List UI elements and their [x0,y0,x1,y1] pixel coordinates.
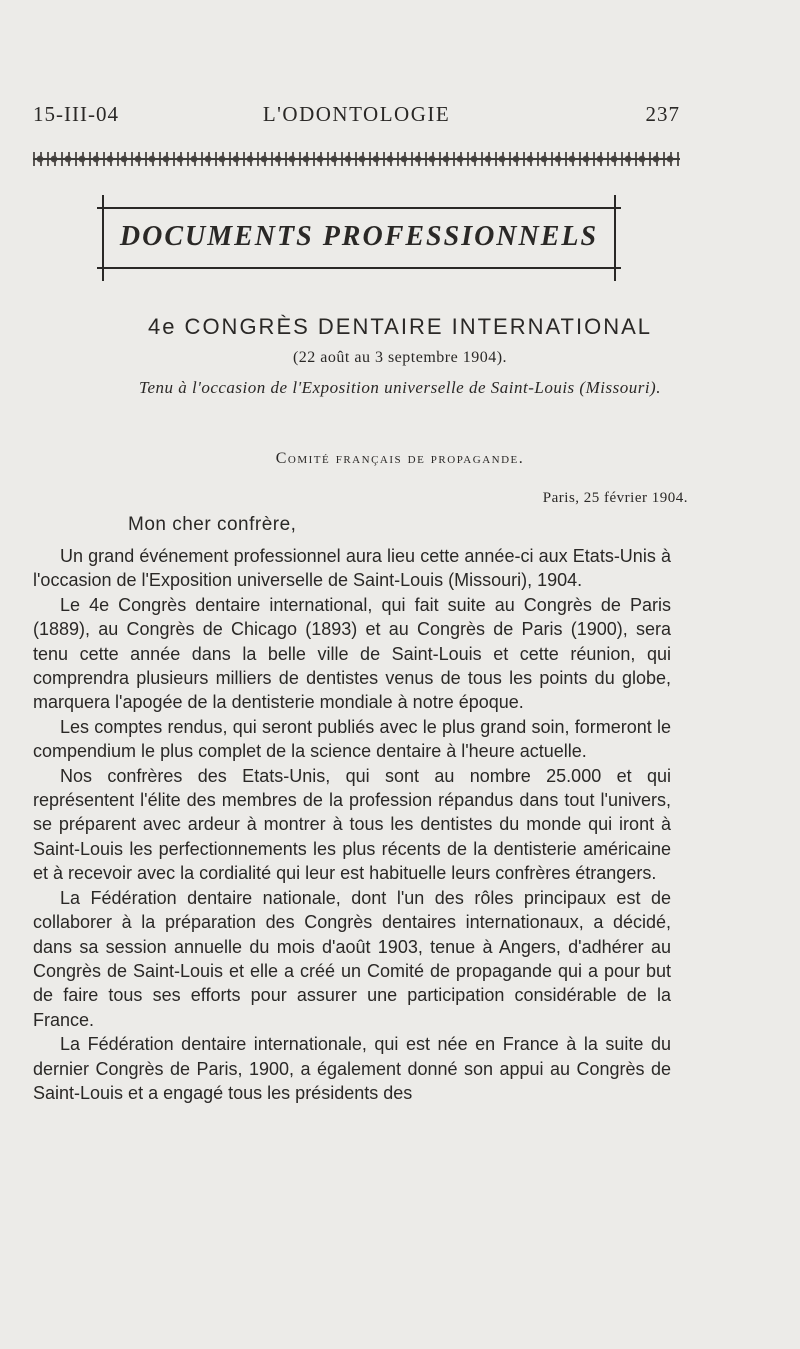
committee-heading: Comité français de propagande. [275,450,525,467]
ornament-band [33,152,680,166]
paragraph: La Fédération dentaire nationale, dont l'un des rôles principaux est de collaborer à la préparation des Congrès dentaires internationaux, a décidé, dans sa session annuelle du mois d'août 1903, tenue à Angers, d'adhérer au Congrès de Saint-Louis et elle a créé un Comité de propagande qui a pour but de faire tous ses efforts pour assurer une participation considérable de la France. [33,887,671,1030]
issue-date: 15-III-04 [33,102,119,126]
article-title: 4e CONGRÈS DENTAIRE INTERNATIONAL [147,314,653,339]
body-text [33,544,671,1105]
section-frame [97,207,621,269]
page-number: 237 [645,102,680,126]
dateline: Paris, 25 février 1904. [542,490,688,506]
article-dates: (22 août au 3 septembre 1904). [292,349,508,366]
salutation: Mon cher confrère, [128,514,297,535]
running-head [33,102,680,127]
section-title: DOCUMENTS PROFESSIONNELS [119,221,599,252]
frame-rule-bottom [97,267,621,269]
article-occasion: Tenu à l'occasion de l'Exposition universelle de Saint-Louis (Missouri). [139,378,661,397]
paragraph: La Fédération dentaire internationale, qui est née en France à la suite du dernier Congrès de Paris, 1900, a également donné son appui au Congrès de Saint-Louis et a engagé tous les présidents des [33,1034,671,1103]
journal-title: L'ODONTOLOGIE [262,102,451,126]
paragraph: Un grand événement professionnel aura lieu cette année-ci aux Etats-Unis à l'occasion de l'Exposition universelle de Saint-Louis (Missouri), 1904. [33,546,671,591]
paragraph: Nos confrères des Etats-Unis, qui sont au nombre 25.000 et qui représentent l'élite des membres de la profession répandus dans tout l'univers, se préparent avec ardeur à montrer à tous les dentistes du monde qui iront à Saint-Louis les perfectionnements les plus récents de la dentisterie américaine et à recevoir avec la cordialité qui leur est habituelle leurs confrères étrangers. [33,765,671,884]
paragraph: Les comptes rendus, qui seront publiés avec le plus grand soin, formeront le compendium le plus complet de la science dentaire à l'heure actuelle. [33,716,671,762]
frame-rule-top [97,207,621,209]
paragraph: Le 4e Congrès dentaire international, qui fait suite au Congrès de Paris (1889), au Congrès de Chicago (1893) et au Congrès de Paris (1900), sera tenu cette année dans la belle ville de Saint-Louis et cette réunion, qui comprendra plusieurs milliers de dentistes venus de tous les points du globe, marquera l'apogée de la dentisterie mondiale à notre époque. [33,594,671,713]
